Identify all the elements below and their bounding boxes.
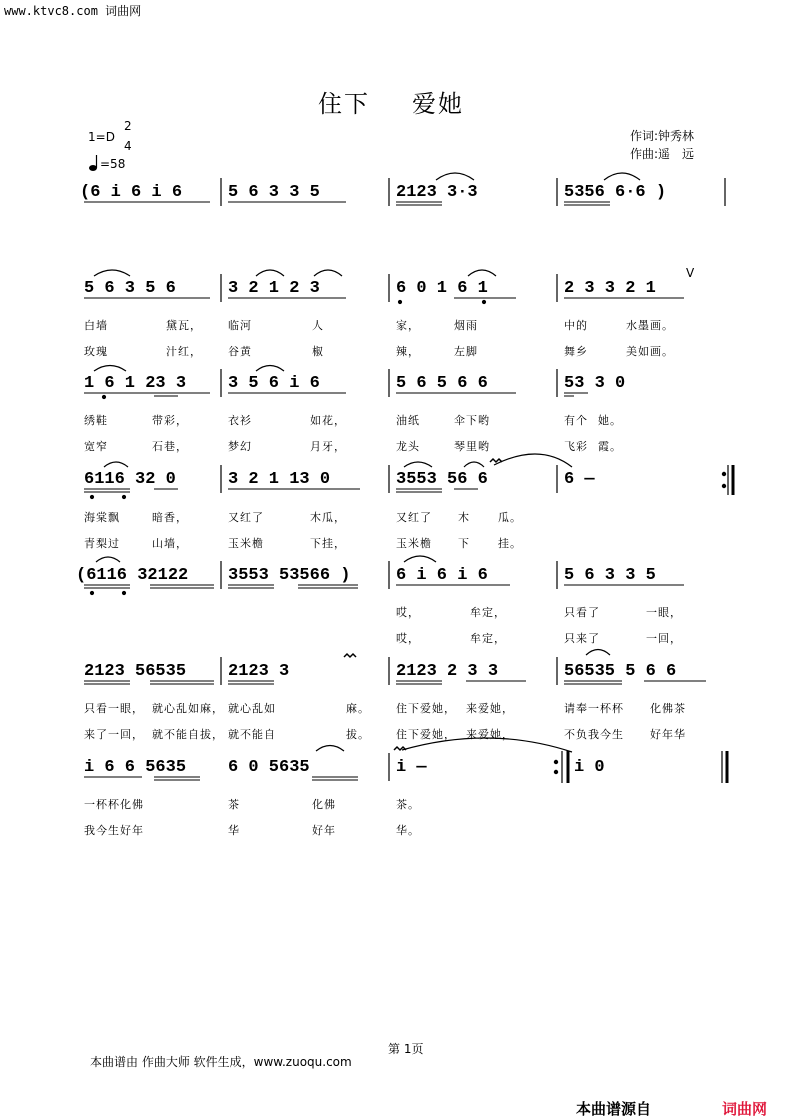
lyric-2a-6: 烟雨: [454, 319, 478, 332]
lyric-2a-3: 临河: [228, 319, 252, 332]
measure-5-1: (6116 32122: [76, 566, 189, 585]
lyric-3b-3: 梦幻: [228, 440, 252, 453]
lyric-2b-3: 谷黄: [228, 345, 252, 358]
lyric-3a-8: 她。: [598, 414, 622, 427]
measure-5-3: 6 i 6 i 6: [396, 566, 488, 585]
lyric-3a-4: 如花，: [310, 414, 346, 427]
lyric-6a-2: 就心乱如麻，: [152, 702, 224, 715]
measure-5-2: 3553 53566 ): [228, 566, 351, 585]
song-title-part1: 住下: [318, 90, 370, 118]
measure-6-2: 2123 3: [228, 662, 290, 681]
measure-4-2: 3 2 1 13 0: [228, 470, 331, 489]
lyric-2a-1: 白墙: [84, 319, 108, 332]
lyric-6a-6: 来爱她，: [466, 702, 514, 715]
measure-7-4: i 0: [574, 758, 605, 777]
measure-4-1: 6116 32 0: [84, 470, 176, 489]
lyric-3b-2: 石巷，: [152, 440, 188, 453]
lyric-5b-2: 牟定，: [470, 632, 506, 645]
lyric-6b-1: 来了一回，: [84, 728, 144, 741]
lyricist-credit: 作词:钟秀林: [630, 129, 695, 143]
measure-2-4: 2 3 3 2 1: [564, 279, 656, 298]
lyric-3b-7: 飞彩: [564, 440, 588, 453]
lyric-4a-3: 又红了: [228, 511, 264, 524]
lyric-4b-3: 玉米檐: [228, 537, 264, 550]
page-number: 第 1页: [388, 1042, 424, 1056]
measure-3-1: 1 6 1 23 3: [84, 374, 187, 393]
lyric-5b-1: 哎，: [396, 632, 420, 645]
measure-3-3: 5 6 5 6 6: [396, 374, 488, 393]
lyric-4b-6: 下: [458, 537, 470, 550]
lyric-7b-1: 我今生好年: [84, 824, 144, 837]
lyric-3b-4: 月牙，: [310, 440, 346, 453]
lyric-7b-4: 华。: [396, 824, 420, 837]
lyric-3b-5: 龙头: [396, 440, 420, 453]
measure-2-2: 3 2 1 2 3: [228, 279, 320, 298]
lyric-4a-4: 木瓜，: [310, 511, 346, 524]
measure-1-3: 2123 3·3: [396, 183, 478, 202]
measure-6-3: 2123 2 3 3: [396, 662, 499, 681]
lyric-3a-6: 伞下哟: [454, 414, 490, 427]
lyric-6b-2: 就不能自拔，: [152, 728, 224, 741]
lyric-7a-4: 茶。: [396, 798, 420, 811]
lyric-3a-2: 带彩，: [152, 414, 188, 427]
lyric-5a-4: 一眼，: [646, 606, 682, 619]
lyric-5a-3: 只看了: [564, 606, 600, 619]
lyric-6a-4: 麻。: [346, 702, 370, 715]
lyric-4b-1: 青梨过: [84, 537, 120, 550]
lyric-3a-7: 有个: [564, 414, 588, 427]
lyric-6a-1: 只看一眼，: [84, 702, 144, 715]
measure-2-3: 6 0 1 6 1: [396, 279, 488, 298]
lyric-4b-4: 下挂，: [310, 537, 346, 550]
composer-credit: 作曲:遥 远: [630, 147, 695, 161]
lyric-4a-5: 又红了: [396, 511, 432, 524]
source-label: 本曲谱源自: [576, 1100, 652, 1118]
lyric-6a-3: 就心乱如: [228, 702, 276, 715]
lyric-6b-7: 不负我今生: [564, 728, 624, 741]
measure-3-2: 3 5 6 i 6: [228, 374, 320, 393]
lyric-5b-4: 一回，: [646, 632, 682, 645]
key-signature: 1=D: [88, 130, 115, 144]
breath-mark: V: [686, 266, 695, 280]
lyric-5a-1: 哎，: [396, 606, 420, 619]
lyric-4a-6: 木: [458, 511, 470, 524]
measure-5-4: 5 6 3 3 5: [564, 566, 656, 585]
measure-4-3: 3553 56 6: [396, 470, 488, 489]
lyric-7a-2: 茶: [228, 798, 240, 811]
lyric-4b-5: 玉米檐: [396, 537, 432, 550]
measure-3-4: 53 3 0: [564, 374, 626, 393]
lyric-6a-5: 住下爱她，: [396, 702, 456, 715]
site-url[interactable]: www.ktvc8.com 词曲网: [4, 4, 142, 18]
lyric-4a-2: 暗香，: [152, 511, 188, 524]
measure-4-4: 6 —: [564, 470, 595, 489]
lyric-6a-7: 请奉一杯杯: [564, 702, 624, 715]
lyric-6a-8: 化佛茶: [650, 702, 686, 715]
lyric-4a-7: 瓜。: [498, 511, 522, 524]
measure-7-1: i 6 6 5635: [84, 758, 187, 777]
lyric-4b-7: 挂。: [498, 537, 522, 550]
lyric-3b-8: 霞。: [598, 440, 622, 453]
generator-credit: 本曲谱由 作曲大师 软件生成，www.zuoqu.com: [90, 1055, 352, 1069]
song-title-part2: 爱她: [412, 90, 464, 118]
lyric-3b-1: 宽窄: [84, 440, 108, 453]
lyric-7a-3: 化佛: [312, 798, 336, 811]
lyric-7b-3: 好年: [312, 824, 336, 837]
lyric-5a-2: 牟定，: [470, 606, 506, 619]
lyric-3a-1: 绣鞋: [84, 414, 108, 427]
lyric-7a-1: 一杯杯化佛: [84, 798, 144, 811]
lyric-2b-6: 左脚: [454, 345, 478, 358]
lyric-2a-5: 家，: [396, 319, 420, 332]
lyric-2a-8: 水墨画。: [626, 319, 674, 332]
time-signature-bottom: 4: [124, 139, 132, 153]
lyric-6b-5: 住下爱她，: [396, 728, 456, 741]
lyric-3a-5: 油纸: [396, 414, 420, 427]
brand-logo-text[interactable]: 词曲网: [722, 1100, 768, 1118]
measure-7-3: i —: [396, 758, 427, 777]
lyric-4a-1: 海棠飘: [84, 511, 120, 524]
lyric-3a-3: 衣衫: [228, 414, 252, 427]
lyric-3b-6: 琴里哟: [454, 440, 490, 453]
lyric-5b-3: 只来了: [564, 632, 600, 645]
lyric-2b-4: 椒: [312, 345, 324, 358]
lyric-6b-4: 拔。: [346, 728, 370, 741]
measure-6-4: 56535 5 6 6: [564, 662, 677, 681]
lyric-2a-7: 中的: [564, 319, 588, 332]
lyric-2a-4: 人: [312, 319, 324, 332]
lyric-2b-5: 辣，: [396, 345, 420, 358]
tempo-marking: =58: [100, 157, 126, 171]
lyric-6b-8: 好年华: [650, 728, 686, 741]
lyric-2b-8: 美如画。: [626, 345, 674, 358]
lyric-2a-2: 黛瓦，: [166, 319, 202, 332]
measure-7-2: 6 0 5635: [228, 758, 310, 777]
measure-1-4: 5356 6·6 ): [564, 183, 667, 202]
measure-1-2: 5 6 3 3 5: [228, 183, 320, 202]
measure-2-1: 5 6 3 5 6: [84, 279, 176, 298]
lyric-7b-2: 华: [228, 824, 240, 837]
lyric-2b-7: 舞乡: [564, 345, 588, 358]
measure-1-1: (6 i 6 i 6: [80, 183, 183, 202]
lyric-2b-2: 汁红，: [166, 345, 202, 358]
lyric-6b-6: 来爱她，: [466, 728, 514, 741]
measure-6-1: 2123 56535: [84, 662, 187, 681]
time-signature-top: 2: [124, 119, 132, 133]
lyric-2b-1: 玫瑰: [84, 345, 108, 358]
lyric-4b-2: 山墙，: [152, 537, 188, 550]
lyric-6b-3: 就不能自: [228, 728, 276, 741]
